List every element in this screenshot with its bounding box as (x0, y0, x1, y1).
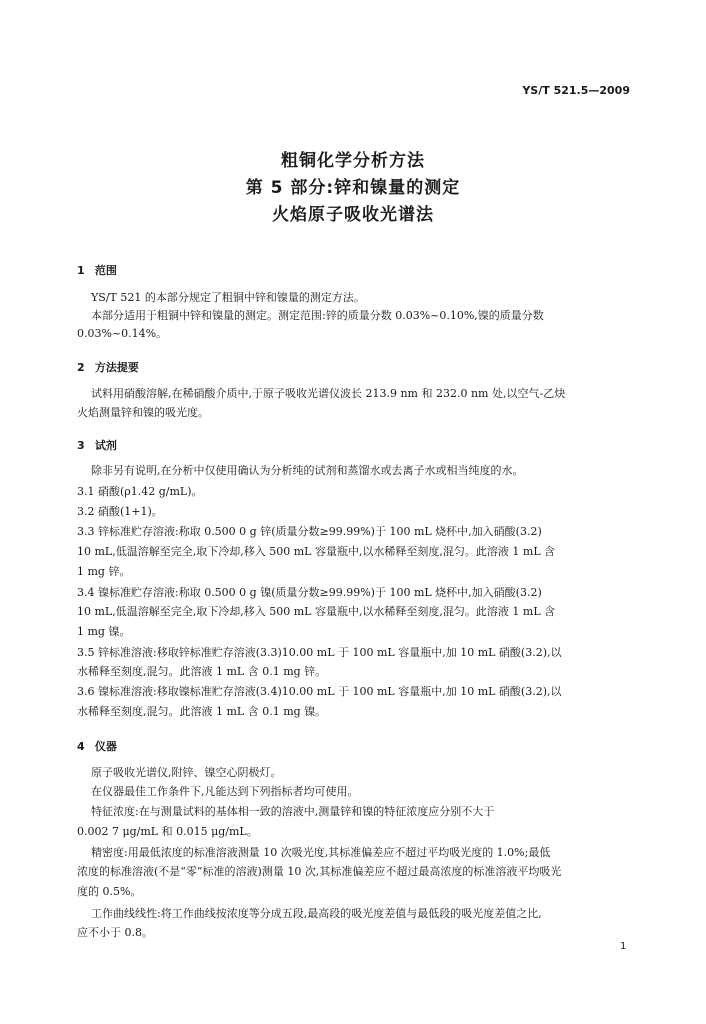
text-line: 应不小于 0.8。 (77, 926, 153, 939)
section-number: 3 (77, 439, 85, 452)
section-4-heading (77, 738, 117, 754)
text-line: 在仪器最佳工作条件下,凡能达到下列指标者均可使用。 (91, 785, 359, 798)
text-line: 度的 0.5%。 (77, 885, 142, 898)
text-line: 浓度的标准溶液(不是“零”标准的溶液)测量 10 次,其标准偏差应不超过最高浓度的标准溶液平均吸光 (77, 865, 562, 878)
text-line: 原子吸收光谱仪,附锌、镍空心阴极灯。 (91, 766, 282, 779)
text-line: 10 mL,低温溶解至完全,取下冷却,移入 500 mL 容量瓶中,以水稀释至刻度,混匀。此溶液 1 mL 含 (77, 545, 556, 558)
text-line: 3.1 硝酸(ρ1.42 g/mL)。 (77, 485, 203, 498)
text-line: 工作曲线线性:将工作曲线按浓度等分成五段,最高段的吸光度差值与最低段的吸光度差值之比, (91, 907, 542, 920)
section-number: 2 (77, 361, 85, 374)
section-2-heading (77, 359, 139, 375)
text-line: 除非另有说明,在分析中仅使用确认为分析纯的试剂和蒸馏水或去离子水或相当纯度的水。 (91, 464, 524, 477)
text-line: 水稀释至刻度,混匀。此溶液 1 mL 含 0.1 mg 锌。 (77, 665, 327, 678)
text-line: 本部分适用于粗铜中锌和镍量的测定。测定范围:锌的质量分数 0.03%~0.10%,镍的质量分数 (91, 309, 544, 322)
section-title: 仪器 (94, 740, 117, 753)
text-line: 3.5 锌标准溶液:移取锌标准贮存溶液(3.3)10.00 mL 于 100 mL 容量瓶中,加 10 mL 硝酸(3.2),以 (77, 646, 562, 659)
text-line: 10 mL,低温溶解至完全,取下冷却,移入 500 mL 容量瓶中,以水稀释至刻度,混匀。此溶液 1 mL 含 (77, 605, 556, 618)
text-line: 水稀释至刻度,混匀。此溶液 1 mL 含 0.1 mg 镍。 (77, 705, 327, 718)
section-number: 1 (77, 264, 85, 277)
text-line: 3.2 硝酸(1+1)。 (77, 505, 163, 518)
text-line: YS/T 521 的本部分规定了粗铜中锌和镍量的测定方法。 (91, 291, 365, 304)
text-line: 火焰测量锌和镍的吸光度。 (77, 406, 209, 419)
text-line: 特征浓度:在与测量试料的基体相一致的溶液中,测量锌和镍的特征浓度应分别不大于 (91, 805, 495, 818)
section-title: 范围 (94, 264, 117, 277)
text-line: 3.3 锌标准贮存溶液:称取 0.500 0 g 锌(质量分数≥99.99%)于 100 mL 烧杯中,加入硝酸(3.2) (77, 525, 542, 538)
text-line: 1 mg 镍。 (77, 625, 131, 638)
page-number: 1 (620, 941, 627, 952)
title-line-1: 粗铜化学分析方法 (281, 151, 425, 171)
section-title: 方法提要 (94, 361, 139, 374)
text-line: 精密度:用最低浓度的标准溶液测量 10 次吸光度,其标准偏差应不超过平均吸光度的 1.0%;最低 (91, 846, 551, 859)
section-number: 4 (77, 740, 85, 753)
section-title: 试剂 (94, 439, 117, 452)
text-line: 0.03%~0.14%。 (77, 327, 168, 340)
standard-code: YS/T 521.5—2009 (522, 84, 630, 97)
text-line: 1 mg 锌。 (77, 565, 131, 578)
title-line-3: 火焰原子吸收光谱法 (272, 205, 434, 225)
text-line: 试料用硝酸溶解,在稀硝酸介质中,于原子吸收光谱仪波长 213.9 nm 和 232.0 nm 处,以空气-乙炔 (91, 387, 566, 400)
section-1-heading (77, 262, 117, 278)
text-line: 3.4 镍标准贮存溶液:称取 0.500 0 g 镍(质量分数≥99.99%)于 100 mL 烧杯中,加入硝酸(3.2) (77, 586, 542, 599)
text-line: 3.6 镍标准溶液:移取镍标准贮存溶液(3.4)10.00 mL 于 100 mL 容量瓶中,加 10 mL 硝酸(3.2),以 (77, 685, 562, 698)
section-3-heading (77, 437, 117, 453)
title-line-2: 第 5 部分:锌和镍量的测定 (245, 178, 461, 198)
text-line: 0.002 7 μg/mL 和 0.015 μg/mL。 (77, 825, 258, 838)
